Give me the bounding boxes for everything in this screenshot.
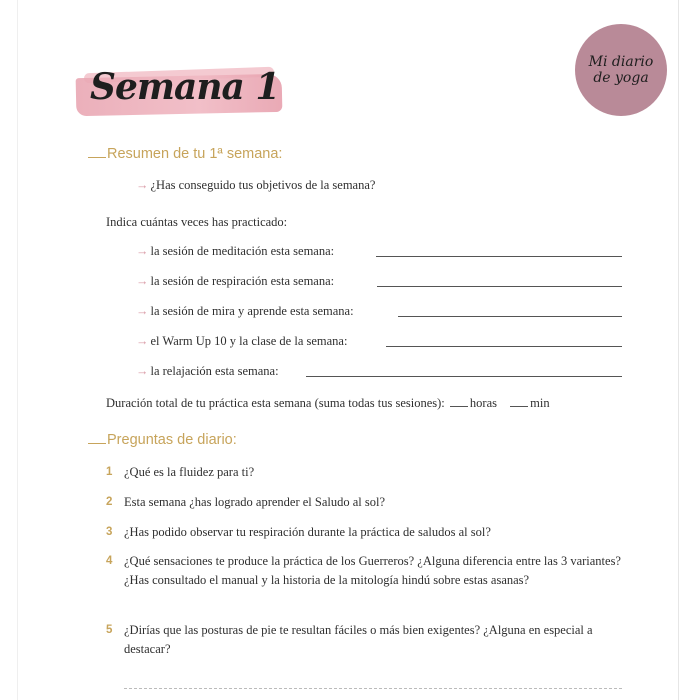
question-number: 5 <box>106 624 113 636</box>
goal-question <box>136 178 375 193</box>
total-duration-row <box>106 396 550 411</box>
practice-item-label: la sesión de respiración esta semana: <box>150 274 335 288</box>
practice-item <box>136 244 334 259</box>
practice-item-label: la sesión de mira y aprende esta semana: <box>150 304 354 318</box>
hours-label: horas <box>469 396 497 410</box>
summary-heading-text: Resumen de tu 1ª semana: <box>107 146 283 162</box>
question-text: ¿Dirías que las posturas de pie te resultan fáciles o más bien exigentes? ¿Alguna en especial a destacar? <box>124 623 593 656</box>
journal-heading <box>88 432 237 448</box>
question-number: 4 <box>106 555 113 567</box>
practice-item-label: el Warm Up 10 y la clase de la semana: <box>150 334 348 348</box>
answer-line-watch-learn[interactable] <box>398 316 622 317</box>
practice-item <box>136 304 354 319</box>
journal-page <box>18 0 678 700</box>
title-block <box>76 66 286 120</box>
arrow-right-icon: → <box>136 304 149 318</box>
summary-heading <box>88 146 282 162</box>
practice-item <box>136 274 334 289</box>
question-number: 3 <box>106 526 113 538</box>
badge-line-2: de yoga <box>593 70 649 86</box>
heading-rule <box>88 157 106 158</box>
practice-item <box>136 364 279 379</box>
cutoff-text-line <box>124 688 622 689</box>
journal-question <box>106 552 626 589</box>
question-text: Esta semana ¿has logrado aprender el Saludo al sol? <box>124 495 386 509</box>
diary-badge <box>575 24 667 116</box>
answer-line-meditation[interactable] <box>376 256 622 257</box>
arrow-right-icon: → <box>136 244 149 258</box>
goal-question-text: ¿Has conseguido tus objetivos de la semana? <box>150 178 376 192</box>
heading-rule <box>88 443 106 444</box>
minutes-blank[interactable] <box>510 406 528 407</box>
arrow-right-icon: → <box>136 178 149 192</box>
answer-line-warmup[interactable] <box>386 346 622 347</box>
hours-blank[interactable] <box>450 406 468 407</box>
answer-line-breathing[interactable] <box>377 286 622 287</box>
question-text: ¿Qué es la fluidez para ti? <box>124 465 255 479</box>
question-text: ¿Qué sensaciones te produce la práctica de los Guerreros? ¿Alguna diferencia entre las 3 variantes? ¿Has consultado el manual y la historia de la mitología hindú sobre estas asanas? <box>124 554 621 587</box>
arrow-right-icon: → <box>136 334 149 348</box>
journal-question <box>106 621 626 658</box>
journal-question <box>106 493 626 512</box>
answer-line-relaxation[interactable] <box>306 376 622 377</box>
minutes-label: min <box>530 396 550 410</box>
journal-heading-text: Preguntas de diario: <box>107 432 237 448</box>
arrow-right-icon: → <box>136 364 149 378</box>
practice-item-label: la sesión de meditación esta semana: <box>150 244 335 258</box>
page-title: Semana 1 <box>90 66 280 108</box>
practice-intro: Indica cuántas veces has practicado: <box>106 215 288 229</box>
total-duration-label: Duración total de tu práctica esta semana (suma todas tus sesiones): <box>106 396 445 410</box>
question-number: 1 <box>106 466 113 478</box>
practice-item <box>136 334 347 349</box>
arrow-right-icon: → <box>136 274 149 288</box>
question-number: 2 <box>106 496 113 508</box>
journal-question <box>106 523 626 542</box>
journal-question <box>106 463 626 482</box>
badge-line-1: Mi diario <box>588 54 654 70</box>
practice-item-label: la relajación esta semana: <box>150 364 279 378</box>
question-text: ¿Has podido observar tu respiración durante la práctica de saludos al sol? <box>124 525 491 539</box>
